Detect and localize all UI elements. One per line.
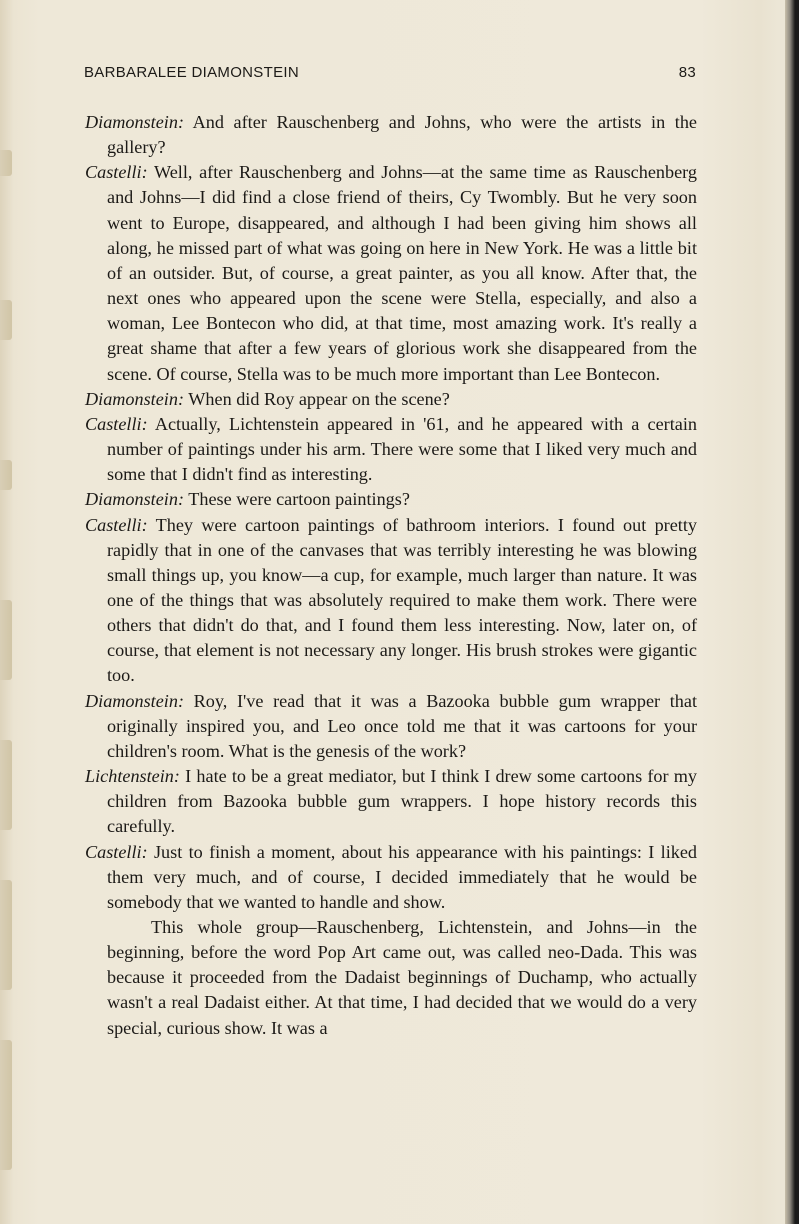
gutter-shadow xyxy=(0,600,12,680)
dialogue-paragraph xyxy=(85,764,697,839)
paragraph-text: They were cartoon paintings of bathroom interiors. I found out pretty rapidly that in one of the canvases that was terribly interesting he was blowing small things up, you know—a cup, for example, much larger than nature. It was one of the things that was absolutely required to make them work. There were others that didn't do that, and I found them less interesting. Now, later on, of course, that element is not necessary any longer. His brush strokes were gigantic too. xyxy=(107,514,697,686)
dialogue-paragraph xyxy=(85,513,697,689)
running-head xyxy=(84,64,696,86)
paragraph-text: And after Rauschenberg and Johns, who were the artists in the gallery? xyxy=(107,112,697,158)
paragraph-text: These were cartoon paintings? xyxy=(188,489,410,510)
speaker-name: Diamonstein: xyxy=(85,112,185,132)
speaker-name: Castelli: xyxy=(85,162,148,183)
gutter-shadow xyxy=(0,460,12,490)
paragraph-text: Roy, I've read that it was a Bazooka bubble gum wrapper that originally inspired you, and Leo once told me that it was cartoons for your children's room. What is the genesis of the work? xyxy=(107,690,698,761)
paragraph-text: Well, after Rauschenberg and Johns—at the same time as Rauschenberg and Johns—I did find a close friend of theirs, Cy Twombly. But he very soon went to Europe, disappeared, and although I had been giving him shows all along, he missed part of what was going on here in New York. He was a little bit of an outsider. But, of course, a great painter, as you all know. After that, the next ones who appeared upon the scene were Stella, especially, and also a woman, Lee Bontecon who did, at that time, most amazing work. It's really a great shame that after a few years of glorious work she disappeared from the scene. Of course, Stella was to be much more important than Lee Bontecon. xyxy=(107,162,698,384)
gutter-shadow xyxy=(0,880,12,990)
dialogue-paragraph xyxy=(85,487,697,512)
running-head-author: BARBARALEE DIAMONSTEIN xyxy=(84,64,299,81)
speaker-name: Castelli: xyxy=(85,841,148,862)
speaker-name: Lichtenstein: xyxy=(85,766,180,787)
dialogue-paragraph xyxy=(85,160,697,386)
speaker-name: Diamonstein: xyxy=(85,690,185,711)
speaker-name: Castelli: xyxy=(85,514,148,535)
gutter-shadow xyxy=(0,740,12,830)
paragraph-text: Actually, Lichtenstein appeared in '61, and he appeared with a certain number of paintings under his arm. There were some that I liked very much and some that I didn't find as interesting. xyxy=(107,413,697,485)
gutter-shadow xyxy=(0,150,12,176)
continuation-paragraph xyxy=(85,915,697,1041)
paragraph-text: I hate to be a great mediator, but I think I drew some cartoons for my children from Bazooka bubble gum wrappers. I hope history records this carefully. xyxy=(107,766,698,837)
paragraph-text: Just to finish a moment, about his appearance with his paintings: I liked them very much, and of course, I decided immediately that he would be somebody that we wanted to handle and show. xyxy=(107,841,698,912)
gutter-shadow xyxy=(0,300,12,340)
speaker-name: Diamonstein: xyxy=(85,388,185,409)
paragraph-text: When did Roy appear on the scene? xyxy=(188,388,450,409)
dialogue-paragraph xyxy=(85,387,697,412)
page-number: 83 xyxy=(678,64,696,81)
speaker-name: Diamonstein: xyxy=(85,489,185,510)
body-text xyxy=(85,110,697,1041)
dialogue-paragraph xyxy=(85,840,697,915)
dialogue-paragraph xyxy=(85,689,697,764)
dialogue-paragraph xyxy=(85,412,697,487)
page-edge xyxy=(785,0,799,1224)
dialogue-paragraph xyxy=(85,110,697,160)
paragraph-text: This whole group—Rauschenberg, Lichtenstein, and Johns—in the beginning, before the word Pop Art came out, was called neo-Dada. This was because it proceeded from the Dadaist beginnings of Duchamp, who actually wasn't a real Dadaist either. At that time, I had decided that we would do a very special, curious show. It was a xyxy=(107,917,697,1038)
speaker-name: Castelli: xyxy=(85,413,148,434)
gutter-shadow xyxy=(0,1040,12,1170)
